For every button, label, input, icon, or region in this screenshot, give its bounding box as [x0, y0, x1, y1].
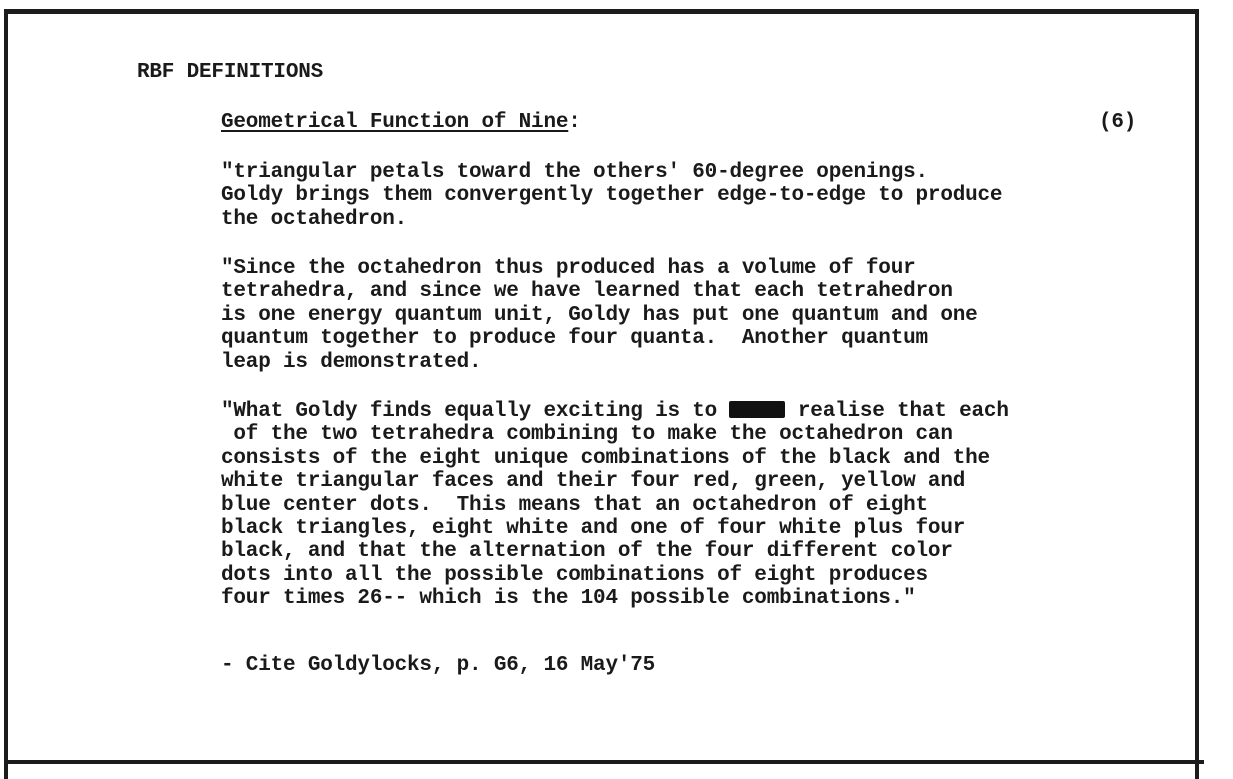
- paragraph-1: "triangular petals toward the others' 60-degree openings. Goldy brings them convergently together edge-to-edge to produce the octahedron.: [221, 161, 1003, 231]
- definition-title-text: Geometrical Function of Nine: [221, 111, 569, 134]
- paragraph-3-rest: realise that each of the two tetrahedra combining to make the octahedron can consists of the eight unique combinations of the black and the white triangular faces and their four red, green, yellow and blue center dots. This means that an octahedron of eight black triangles, eight white and one of four white plus four black, and that the alternation of the four different color dots into all the possible combinations of eight produces four times 26-- which is the 104 possible combinations.": [221, 400, 1009, 611]
- document-header: RBF DEFINITIONS: [137, 61, 324, 84]
- page-number: (6): [1099, 111, 1137, 134]
- definition-title-colon: :: [568, 111, 581, 134]
- paragraph-2: "Since the octahedron thus produced has a volume of four tetrahedra, and since we have learned that each tetrahedron is one energy quantum unit, Goldy has put one quantum and one quantum together to produce four quanta. Another quantum leap is demonstrated.: [221, 257, 978, 374]
- bottom-rule: [4, 760, 1204, 764]
- redaction-mark: [729, 401, 785, 418]
- citation: - Cite Goldylocks, p. G6, 16 May'75: [221, 654, 656, 677]
- definition-title: [221, 111, 581, 134]
- paragraph-3-start: "What Goldy finds equally exciting is to: [221, 400, 730, 423]
- paragraph-3: [221, 400, 1009, 611]
